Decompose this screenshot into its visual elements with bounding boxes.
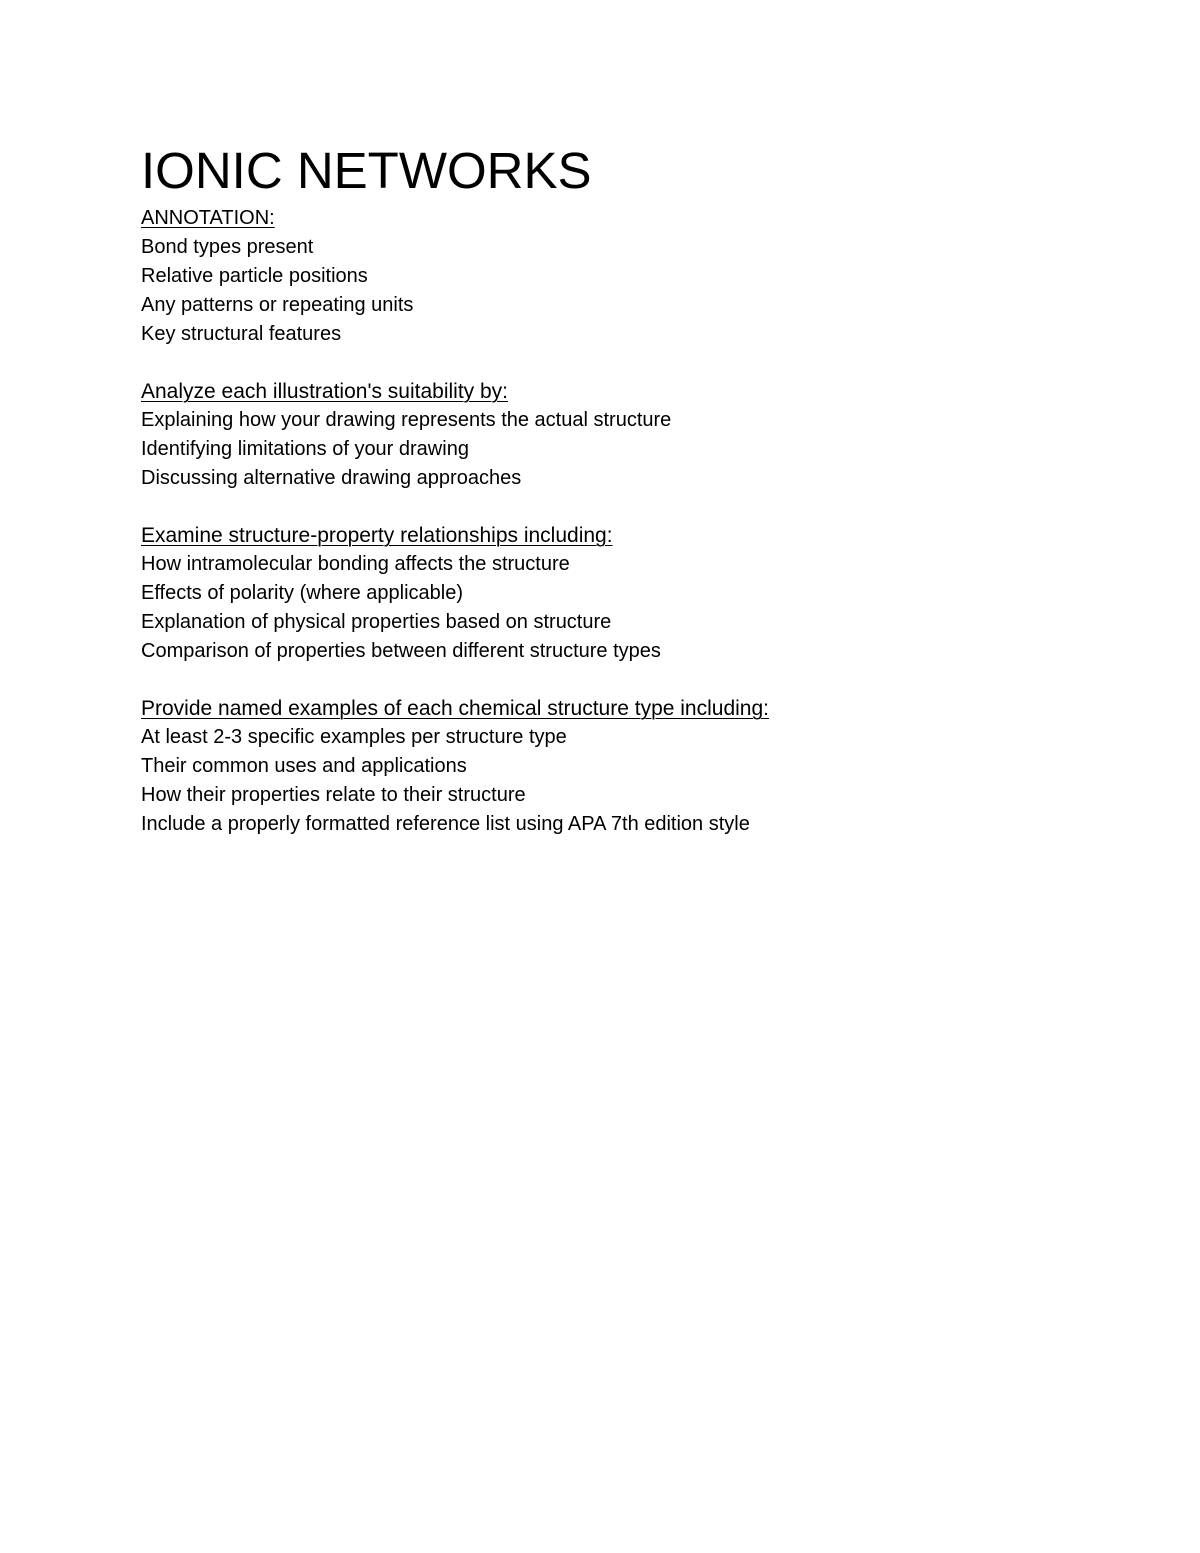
list-item: Include a properly formatted reference list using APA 7th edition style xyxy=(141,813,750,835)
list-item: Explaining how your drawing represents the actual structure xyxy=(141,409,672,431)
list-item: Any patterns or repeating units xyxy=(141,294,414,316)
list-item: Comparison of properties between different structure types xyxy=(141,640,661,662)
list-item: Their common uses and applications xyxy=(141,755,467,777)
list-item: Explanation of physical properties based on structure xyxy=(141,611,612,633)
section-heading: ANNOTATION: xyxy=(141,207,275,229)
list-item: Discussing alternative drawing approaches xyxy=(141,467,522,489)
section-examine xyxy=(141,521,1101,666)
document-page xyxy=(141,140,1101,839)
section-list xyxy=(141,233,1101,349)
list-item: How intramolecular bonding affects the structure xyxy=(141,553,570,575)
section-heading: Provide named examples of each chemical structure type including: xyxy=(141,697,769,720)
list-item: Relative particle positions xyxy=(141,265,368,287)
list-item: At least 2-3 specific examples per structure type xyxy=(141,726,567,748)
section-list xyxy=(141,723,1101,839)
document-title: IONIC NETWORKS xyxy=(141,142,592,199)
section-heading: Examine structure-property relationships including: xyxy=(141,524,613,547)
list-item: How their properties relate to their structure xyxy=(141,784,526,806)
section-list xyxy=(141,406,1101,493)
section-list xyxy=(141,550,1101,666)
section-annotation xyxy=(141,204,1101,349)
list-item: Effects of polarity (where applicable) xyxy=(141,582,464,604)
list-item: Bond types present xyxy=(141,236,314,258)
section-analyze xyxy=(141,377,1101,493)
section-heading: Analyze each illustration's suitability by: xyxy=(141,380,509,403)
list-item: Key structural features xyxy=(141,323,342,345)
section-examples xyxy=(141,694,1101,839)
list-item: Identifying limitations of your drawing xyxy=(141,438,469,460)
